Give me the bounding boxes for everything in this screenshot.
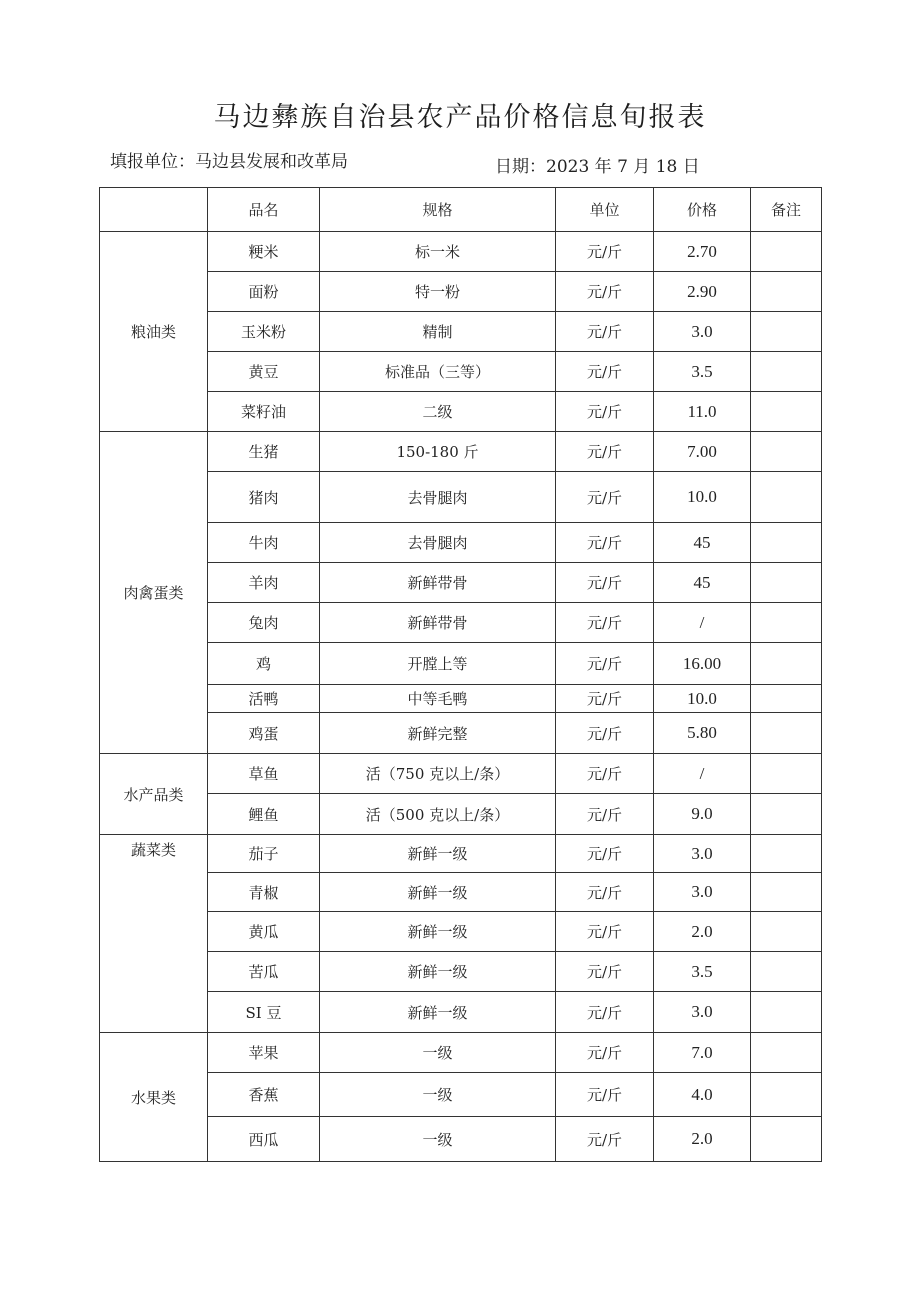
item-spec-cell: 特一粉 <box>320 272 556 312</box>
table-row <box>100 873 822 912</box>
table-row <box>100 952 822 992</box>
item-price-cell: 45 <box>654 563 751 603</box>
item-name-cell: 香蕉 <box>208 1073 320 1117</box>
item-remark-cell <box>751 952 822 992</box>
item-price-cell: 3.0 <box>654 312 751 352</box>
item-remark-cell <box>751 232 822 272</box>
table-row <box>100 563 822 603</box>
table-row <box>100 352 822 392</box>
table-row <box>100 272 822 312</box>
item-remark-cell <box>751 432 822 472</box>
item-unit-cell: 元/斤 <box>556 392 654 432</box>
item-spec-cell: 二级 <box>320 392 556 432</box>
item-name-cell: 茄子 <box>208 835 320 873</box>
table-row <box>100 794 822 835</box>
item-unit-cell: 元/斤 <box>556 835 654 873</box>
table-row <box>100 1073 822 1117</box>
item-remark-cell <box>751 992 822 1033</box>
item-name-cell: 苦瓜 <box>208 952 320 992</box>
item-spec-cell: 新鲜带骨 <box>320 603 556 643</box>
report-title: 马边彝族自治县农产品价格信息旬报表 <box>213 102 707 133</box>
item-price-cell: 3.0 <box>654 873 751 912</box>
table-row <box>100 643 822 685</box>
item-spec-cell: 一级 <box>320 1117 556 1162</box>
item-remark-cell <box>751 1033 822 1073</box>
item-unit-cell: 元/斤 <box>556 992 654 1033</box>
item-name-cell: 西瓜 <box>208 1117 320 1162</box>
item-unit-cell: 元/斤 <box>556 1073 654 1117</box>
category-cell: 粮油类 <box>100 232 208 432</box>
table-row <box>100 523 822 563</box>
table-header-row <box>100 188 822 232</box>
item-unit-cell: 元/斤 <box>556 952 654 992</box>
item-spec-cell: 新鲜带骨 <box>320 563 556 603</box>
item-unit-cell: 元/斤 <box>556 685 654 713</box>
table-row <box>100 603 822 643</box>
item-remark-cell <box>751 685 822 713</box>
item-unit-cell: 元/斤 <box>556 794 654 835</box>
item-price-cell: 4.0 <box>654 1073 751 1117</box>
category-cell: 水产品类 <box>100 754 208 835</box>
category-cell: 水果类 <box>100 1033 208 1162</box>
item-name-cell: 黄瓜 <box>208 912 320 952</box>
item-price-cell: / <box>654 603 751 643</box>
item-name-cell: 生猪 <box>208 432 320 472</box>
item-remark-cell <box>751 603 822 643</box>
item-remark-cell <box>751 523 822 563</box>
reporting-unit: 填报单位：马边县发展和改革局 <box>110 152 348 172</box>
table-row <box>100 912 822 952</box>
item-remark-cell <box>751 912 822 952</box>
item-unit-cell: 元/斤 <box>556 352 654 392</box>
item-remark-cell <box>751 352 822 392</box>
item-unit-cell: 元/斤 <box>556 523 654 563</box>
item-unit-cell: 元/斤 <box>556 1117 654 1162</box>
item-price-cell: 7.0 <box>654 1033 751 1073</box>
item-price-cell: / <box>654 754 751 794</box>
item-name-cell: 牛肉 <box>208 523 320 563</box>
item-price-cell: 45 <box>654 523 751 563</box>
item-spec-cell: 新鲜一级 <box>320 912 556 952</box>
item-name-cell: 菜籽油 <box>208 392 320 432</box>
item-spec-cell: 精制 <box>320 312 556 352</box>
item-spec-cell: 新鲜一级 <box>320 992 556 1033</box>
item-spec-cell: 新鲜一级 <box>320 873 556 912</box>
item-price-cell: 7.00 <box>654 432 751 472</box>
item-spec-cell: 标准品（三等） <box>320 352 556 392</box>
item-name-cell: SI 豆 <box>208 992 320 1033</box>
item-spec-cell: 活（500 克以上/条） <box>320 794 556 835</box>
table-row <box>100 312 822 352</box>
price-table <box>99 187 822 1162</box>
item-name-cell: 兔肉 <box>208 603 320 643</box>
item-unit-cell: 元/斤 <box>556 754 654 794</box>
item-name-cell: 苹果 <box>208 1033 320 1073</box>
item-name-cell: 草鱼 <box>208 754 320 794</box>
item-remark-cell <box>751 713 822 754</box>
item-unit-cell: 元/斤 <box>556 232 654 272</box>
item-spec-cell: 去骨腿肉 <box>320 472 556 523</box>
item-remark-cell <box>751 835 822 873</box>
item-price-cell: 2.90 <box>654 272 751 312</box>
header-unit: 单位 <box>556 188 654 232</box>
item-unit-cell: 元/斤 <box>556 272 654 312</box>
item-price-cell: 10.0 <box>654 472 751 523</box>
report-date: 日期：2023 年 7 月 18 日 <box>495 157 700 177</box>
item-price-cell: 11.0 <box>654 392 751 432</box>
item-unit-cell: 元/斤 <box>556 563 654 603</box>
item-name-cell: 鲤鱼 <box>208 794 320 835</box>
item-unit-cell: 元/斤 <box>556 713 654 754</box>
item-name-cell: 黄豆 <box>208 352 320 392</box>
item-remark-cell <box>751 643 822 685</box>
item-name-cell: 鸡蛋 <box>208 713 320 754</box>
table-row <box>100 992 822 1033</box>
item-price-cell: 2.70 <box>654 232 751 272</box>
item-spec-cell: 活（750 克以上/条） <box>320 754 556 794</box>
item-price-cell: 3.0 <box>654 992 751 1033</box>
item-remark-cell <box>751 754 822 794</box>
item-price-cell: 2.0 <box>654 912 751 952</box>
item-remark-cell <box>751 563 822 603</box>
item-spec-cell: 新鲜一级 <box>320 952 556 992</box>
item-remark-cell <box>751 272 822 312</box>
item-name-cell: 粳米 <box>208 232 320 272</box>
item-spec-cell: 150-180 斤 <box>320 432 556 472</box>
item-unit-cell: 元/斤 <box>556 643 654 685</box>
item-unit-cell: 元/斤 <box>556 873 654 912</box>
item-unit-cell: 元/斤 <box>556 912 654 952</box>
table-row <box>100 392 822 432</box>
item-spec-cell: 一级 <box>320 1073 556 1117</box>
header-price: 价格 <box>654 188 751 232</box>
item-unit-cell: 元/斤 <box>556 472 654 523</box>
item-spec-cell: 去骨腿肉 <box>320 523 556 563</box>
item-remark-cell <box>751 1117 822 1162</box>
category-cell: 蔬菜类 <box>100 835 208 1033</box>
item-remark-cell <box>751 873 822 912</box>
item-remark-cell <box>751 472 822 523</box>
item-unit-cell: 元/斤 <box>556 432 654 472</box>
item-unit-cell: 元/斤 <box>556 1033 654 1073</box>
item-remark-cell <box>751 392 822 432</box>
item-name-cell: 猪肉 <box>208 472 320 523</box>
header-category <box>100 188 208 232</box>
item-spec-cell: 新鲜一级 <box>320 835 556 873</box>
table-row <box>100 432 822 472</box>
header-spec: 规格 <box>320 188 556 232</box>
item-name-cell: 羊肉 <box>208 563 320 603</box>
table-row <box>100 472 822 523</box>
item-price-cell: 2.0 <box>654 1117 751 1162</box>
item-spec-cell: 新鲜完整 <box>320 713 556 754</box>
price-table-body <box>100 188 822 1162</box>
table-row <box>100 232 822 272</box>
item-price-cell: 16.00 <box>654 643 751 685</box>
item-remark-cell <box>751 794 822 835</box>
item-name-cell: 青椒 <box>208 873 320 912</box>
table-row <box>100 713 822 754</box>
table-row <box>100 1117 822 1162</box>
item-spec-cell: 一级 <box>320 1033 556 1073</box>
item-name-cell: 面粉 <box>208 272 320 312</box>
table-row <box>100 1033 822 1073</box>
item-price-cell: 3.0 <box>654 835 751 873</box>
category-cell: 肉禽蛋类 <box>100 432 208 754</box>
item-price-cell: 9.0 <box>654 794 751 835</box>
item-price-cell: 10.0 <box>654 685 751 713</box>
table-row <box>100 685 822 713</box>
item-name-cell: 玉米粉 <box>208 312 320 352</box>
header-name: 品名 <box>208 188 320 232</box>
item-price-cell: 3.5 <box>654 352 751 392</box>
item-name-cell: 鸡 <box>208 643 320 685</box>
header-remark: 备注 <box>751 188 822 232</box>
table-row <box>100 835 822 873</box>
item-spec-cell: 中等毛鸭 <box>320 685 556 713</box>
item-unit-cell: 元/斤 <box>556 603 654 643</box>
item-name-cell: 活鸭 <box>208 685 320 713</box>
item-remark-cell <box>751 1073 822 1117</box>
item-remark-cell <box>751 312 822 352</box>
table-row <box>100 754 822 794</box>
item-price-cell: 3.5 <box>654 952 751 992</box>
item-price-cell: 5.80 <box>654 713 751 754</box>
item-spec-cell: 开膛上等 <box>320 643 556 685</box>
item-spec-cell: 标一米 <box>320 232 556 272</box>
item-unit-cell: 元/斤 <box>556 312 654 352</box>
